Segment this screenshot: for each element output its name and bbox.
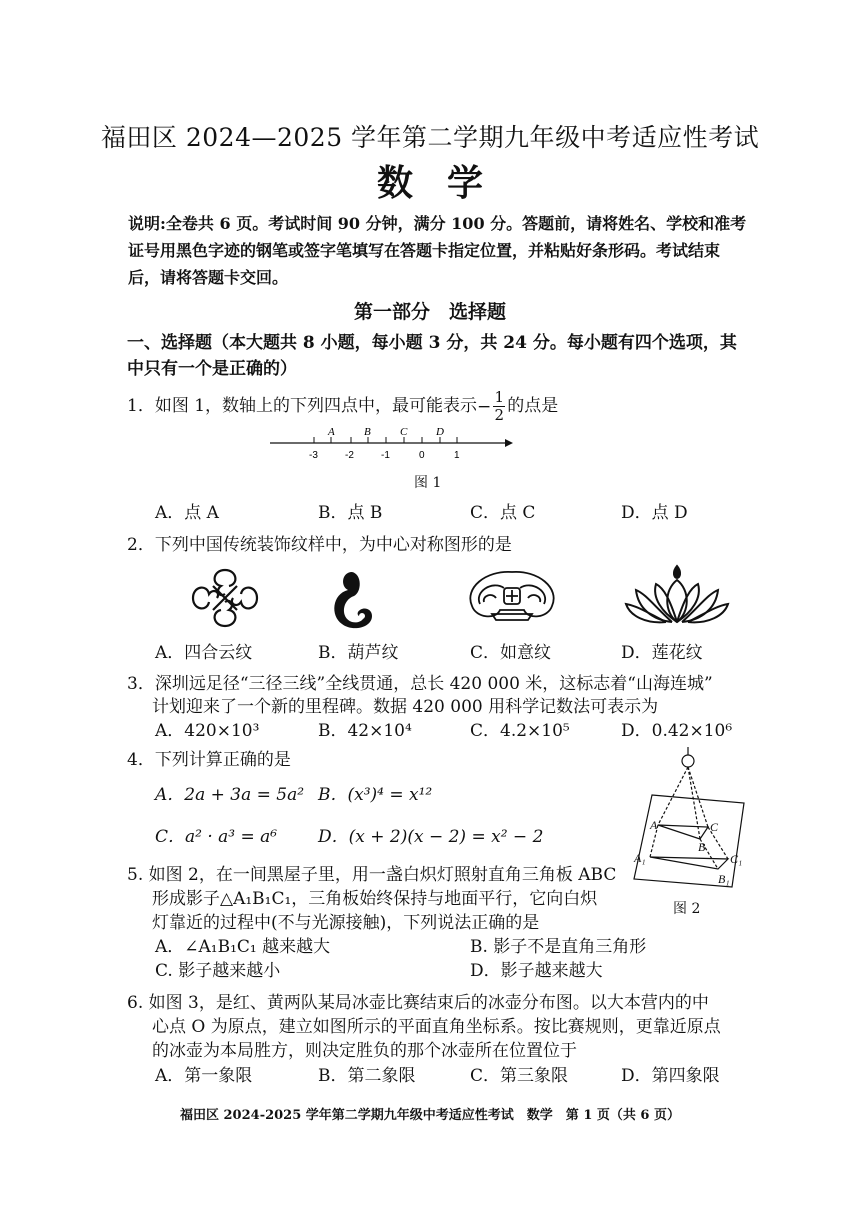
exam-title: 福田区 2024—2025 学年第二学期九年级中考适应性考试: [100, 123, 760, 152]
figure-2-caption: 图 2: [673, 901, 701, 917]
fig2-label-c: C: [710, 820, 719, 834]
gourd-pattern-image: [322, 560, 382, 636]
question-1-stem: 1．如图 1，数轴上的下列四点中，最可能表示 − $\frac{1}{2}$ 的点是: [127, 388, 559, 424]
question-6-stem-line-3: 的冰壶为本局胜方，则决定胜负的那个冰壶所在位置位于: [152, 1041, 577, 1061]
q3-option-d: D．0.42×10⁶: [621, 721, 733, 741]
fraction-neg-half: − $\frac{1}{2}$: [477, 388, 505, 424]
instructions-text: :全卷共 6 页。考试时间 90 分钟，满分 100 分。答题前，请将姓名、学校和准考证号用黑色字迹的钢笔或签字笔填写在答题卡指定位置，并粘贴好条形码。考试结束后，请将答题卡交回。: [128, 214, 747, 287]
q5-option-c: C. 影子越来越小: [155, 961, 281, 981]
q1-option-a: A．点 A: [155, 503, 219, 523]
q1-option-c: C．点 C: [470, 503, 536, 523]
q4-option-d: D．(x + 2)(x − 2) = x² − 2: [318, 827, 544, 847]
q3-option-b: B．42×10⁴: [318, 721, 412, 741]
tick-label: 1: [454, 450, 460, 461]
q6-option-d: D．第四象限: [621, 1066, 720, 1086]
q4-option-c: C．a² · a³ = a⁶: [155, 827, 278, 847]
part-title: 第一部分 选择题: [353, 301, 506, 323]
q3-option-a: A．420×10³: [155, 721, 260, 741]
q2-option-d: D．莲花纹: [621, 643, 703, 663]
q3-option-c: C．4.2×10⁵: [470, 721, 570, 741]
number-line-arrow: [505, 439, 513, 447]
question-5-stem-line-1: 5. 如图 2，在一间黑屋子里，用一盏白炽灯照射直角三角板 ABC: [127, 865, 617, 885]
question-3-stem-line-2: 计划迎来了一个新的里程碑。数据 420 000 用科学记数法可表示为: [152, 697, 659, 717]
subject-title: 数学: [376, 162, 517, 204]
fig2-label-b1: B₁: [718, 872, 730, 886]
tick-label: -3: [309, 450, 318, 461]
section-heading: 一、选择题（本大题共 8 小题，每小题 3 分，共 24 分。每小题有四个选项，其中只有一个是正确的）: [127, 333, 737, 379]
q2-option-b: B．葫芦纹: [318, 643, 399, 663]
question-5-stem-line-2: 形成影子△A₁B₁C₁，三角板始终保持与地面平行，它向白炽: [152, 889, 598, 909]
figure-1-caption: 图 1: [414, 475, 442, 491]
q2-option-a: A．四合云纹: [155, 643, 253, 663]
q6-option-a: A．第一象限: [155, 1066, 253, 1086]
point-label-d: D: [436, 426, 444, 438]
point-label-c: C: [400, 426, 408, 438]
q6-option-c: C．第三象限: [470, 1066, 569, 1086]
tick-label: -1: [381, 450, 390, 461]
q6-option-b: B．第二象限: [318, 1066, 416, 1086]
instructions: [128, 210, 748, 291]
q5-option-a: A．∠A₁B₁C₁ 越来越大: [155, 937, 331, 957]
q4-option-b: B．(x³)⁴ = x¹²: [318, 785, 433, 805]
q2-option-c: C．如意纹: [470, 643, 552, 663]
fig2-label-b: B: [698, 840, 706, 854]
question-6-stem-line-1: 6. 如图 3，是红、黄两队某局冰壶比赛结束后的冰壶分布图。以大本营内的中: [127, 993, 709, 1013]
tick-label: 0: [419, 450, 425, 461]
fig2-label-a1: A₁: [634, 851, 646, 865]
number-line-figure: [265, 425, 515, 465]
question-4-stem: 4．下列计算正确的是: [127, 750, 291, 770]
point-label-a: A: [328, 426, 335, 438]
question-6-stem-line-2: 心点 O 为原点，建立如图所示的平面直角坐标系。按比赛规则，更靠近原点: [152, 1017, 721, 1037]
lotus-pattern-image: [622, 560, 732, 630]
q5-option-b: B. 影子不是直角三角形: [470, 937, 647, 957]
ruyi-pattern-image: [462, 566, 562, 626]
point-label-b: B: [364, 426, 371, 438]
lamp-triangle-figure: [632, 745, 752, 895]
fig2-label-c1: C₁: [730, 852, 743, 866]
page-footer: 福田区 2024-2025 学年第二学期九年级中考适应性考试 数学 第 1 页（共 6 页）: [179, 1108, 680, 1123]
question-3-stem-line-1: 3．深圳远足径“三径三线”全线贯通，总长 420 000 米，这标志着“山海连城”: [127, 674, 713, 694]
q1-option-d: D．点 D: [621, 503, 688, 523]
question-5-stem-line-3: 灯靠近的过程中(不与光源接触)，下列说法正确的是: [152, 913, 540, 933]
cloud-pattern-image: [185, 562, 265, 634]
q1-option-b: B．点 B: [318, 503, 383, 523]
tick-label: -2: [345, 450, 354, 461]
q5-option-d: D．影子越来越大: [470, 961, 603, 981]
fig2-label-a: A: [650, 818, 658, 832]
instructions-label: 说明: [128, 214, 161, 233]
q4-option-a: A．2a + 3a = 5a²: [155, 785, 305, 805]
question-2-stem: 2．下列中国传统装饰纹样中，为中心对称图形的是: [127, 535, 512, 555]
